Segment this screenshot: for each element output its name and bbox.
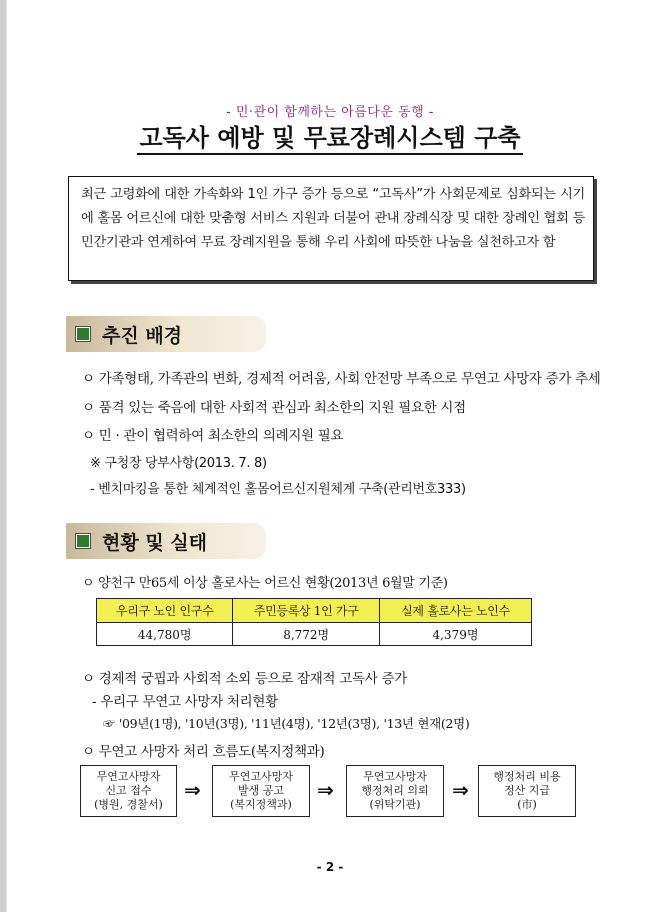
section-title: 현황 및 실태 xyxy=(102,531,207,554)
bullet-item: ㅇ 품격 있는 죽음에 대한 사회적 관심과 최소한의 지원 필요한 시점 xyxy=(82,400,466,416)
population-table xyxy=(96,598,532,646)
flow-step-line: 신고 접수 xyxy=(105,784,152,797)
document-title xyxy=(0,118,660,153)
bullet-item: ㅇ 민 · 관이 협력하여 최소한의 의례지원 필요 xyxy=(82,428,344,444)
green-square-icon xyxy=(76,534,90,548)
right-arrow-icon: ⇒ xyxy=(184,778,201,802)
flow-step-line: (병원, 경찰서) xyxy=(94,798,163,811)
flow-step-line: 무연고사망자 xyxy=(229,770,293,783)
flow-step-line: 행정처리 비용 xyxy=(493,770,561,783)
table-cell: 4,379명 xyxy=(379,623,531,646)
flow-step-box xyxy=(212,765,310,817)
bullet-item: ㅇ 양천구 만65세 이상 홀로사는 어르신 현황(2013년 6월말 기준) xyxy=(82,576,448,591)
note-item: ※ 구청장 당부사항(2013. 7. 8) xyxy=(90,456,267,471)
section-header-background xyxy=(66,316,266,352)
section-title: 추진 배경 xyxy=(102,324,183,347)
bullet-item: ㅇ 가족형태, 가족관의 변화, 경제적 어려움, 사회 안전망 부족으로 무연고 사망자 증가 추세 xyxy=(82,371,601,387)
history-note: ☞ '09년(1명), '10년(3명), '11년(4명), '12년(3명), '13년 현재(2명) xyxy=(103,716,470,731)
table-cell: 8,772명 xyxy=(233,623,380,646)
table-cell: 44,780명 xyxy=(97,623,233,646)
green-square-icon xyxy=(76,327,90,341)
flow-step-line: (市) xyxy=(517,798,537,811)
subnote-item: - 벤치마킹을 통한 체계적인 홀몸어르신지원체계 구축(관리번호333) xyxy=(90,482,466,497)
summary-box: 최근 고령화에 대한 가속화와 1인 가구 증가 등으로 “고독사”가 사회문제로 심화되는 시기에 홀몸 어르신에 대한 맞춤형 서비스 지원과 더불어 관내 장례식장 및 대한 장례인 협회 등 민간기관과 연계하여 무료 장례지원을 통해 우리 사회에 따뜻한 나눔을 실천하고자 함 xyxy=(68,176,594,281)
sub-heading: - 우리구 무연고 사망자 처리현황 xyxy=(92,694,278,710)
flow-step-line: 무연고사망자 xyxy=(363,770,427,783)
document-subtitle: - 민·관이 함께하는 아름다운 동행 - xyxy=(226,105,434,120)
flow-step-line: 발생 공고 xyxy=(237,784,284,797)
flow-step-line: (복지정책과) xyxy=(230,798,292,811)
flow-step-line: 행정처리 의뢰 xyxy=(361,784,429,797)
bullet-item: ㅇ 무연고 사망자 처리 흐름도(복지정책과) xyxy=(82,744,325,760)
bullet-item: ㅇ 경제적 궁핍과 사회적 소외 등으로 잠재적 고독사 증가 xyxy=(82,671,407,687)
flow-step-line: (위탁기관) xyxy=(369,798,421,811)
table-header-cell: 실제 홀로사는 노인수 xyxy=(379,599,531,623)
table-header-cell: 우리구 노인 인구수 xyxy=(97,599,233,623)
flow-step-box xyxy=(478,765,576,817)
page-number: - 2 - xyxy=(316,860,344,874)
right-arrow-icon: ⇒ xyxy=(452,778,469,802)
table-header-row xyxy=(97,599,532,623)
flow-step-line: 무연고사망자 xyxy=(96,770,161,783)
table-row xyxy=(97,623,532,646)
table-header-cell: 주민등록상 1인 가구 xyxy=(233,599,380,623)
section-header-background xyxy=(66,523,266,559)
flow-step-box xyxy=(80,765,177,817)
document-title-text: 고독사 예방 및 무료장례시스템 구축 xyxy=(137,124,522,155)
right-arrow-icon: ⇒ xyxy=(317,778,334,802)
flow-step-line: 정산 지급 xyxy=(503,784,550,797)
flow-step-box xyxy=(346,765,444,817)
